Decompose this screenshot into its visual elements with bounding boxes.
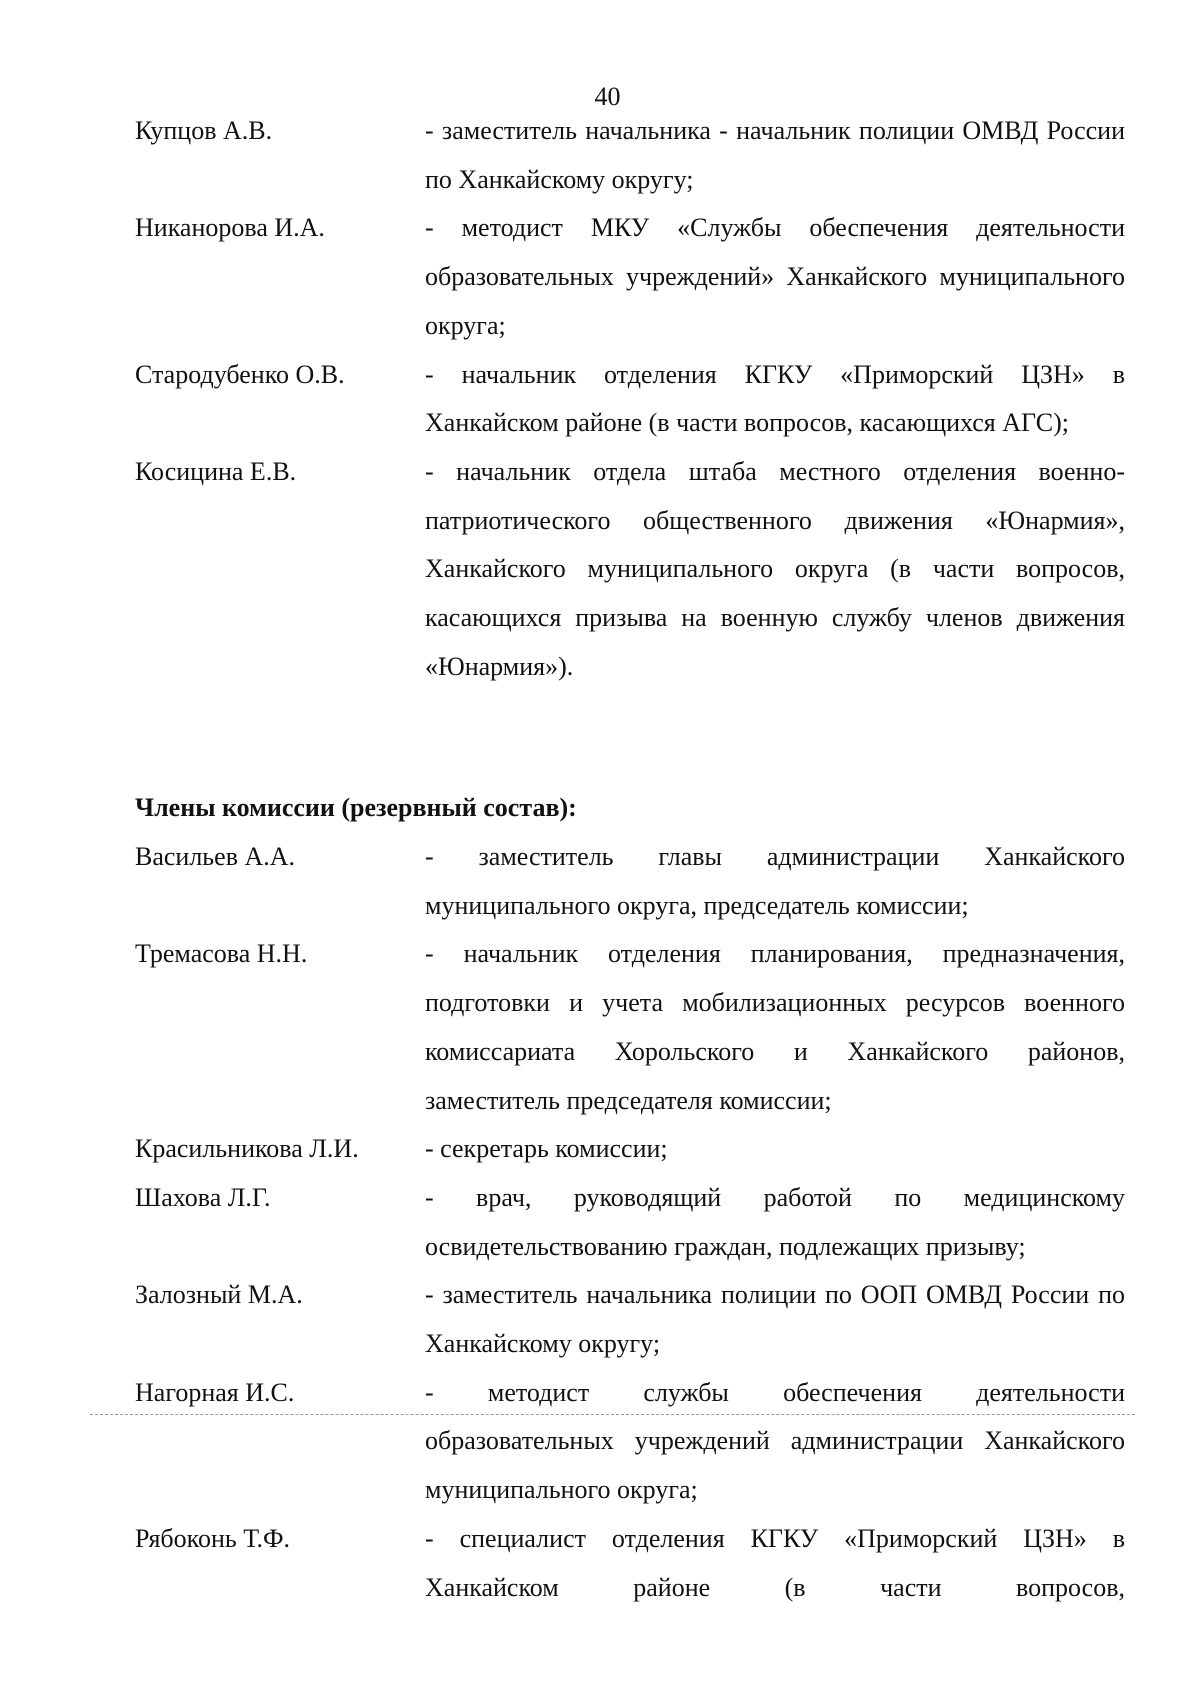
member-name: Шахова Л.Г. bbox=[135, 1182, 271, 1212]
member-name: Залозный М.А. bbox=[135, 1280, 303, 1310]
reserve-member-entry bbox=[135, 1271, 1125, 1368]
member-role: - начальник отделения планирования, предназначения, подготовки и учета мобилизационных ресурсов военного комиссариата Хорольского и Ханкайского районов, заместитель председателя комиссии; bbox=[425, 939, 1125, 1115]
member-role: - врач, руководящий работой по медицинскому освидетельствованию граждан, подлежащих призыву; bbox=[425, 1182, 1125, 1261]
member-role: - начальник отделения КГКУ «Приморский ЦЗН» в Ханкайском районе (в части вопросов, касающихся АГС); bbox=[425, 359, 1125, 438]
member-entry bbox=[135, 448, 1125, 692]
member-role: - специалист отделения КГКУ «Приморский ЦЗН» в Ханкайском районе (в части вопросов, bbox=[425, 1523, 1125, 1602]
member-name: Косицина Е.В. bbox=[135, 456, 297, 486]
reserve-member-entry bbox=[135, 1515, 1125, 1612]
member-name: Рябоконь Т.Ф. bbox=[135, 1523, 291, 1553]
member-role: - заместитель начальника - начальник полиции ОМВД России по Ханкайскому округу; bbox=[425, 116, 1125, 194]
reserve-members-list bbox=[135, 833, 1125, 1612]
reserve-member-entry bbox=[135, 1125, 1125, 1174]
member-entry bbox=[135, 107, 1125, 204]
member-role: - методист МКУ «Службы обеспечения деятельности образовательных учреждений» Ханкайского муниципального округа; bbox=[425, 213, 1125, 340]
member-role: - методист службы обеспечения деятельности образовательных учреждений администрации Ханкайского муниципального округа; bbox=[425, 1377, 1125, 1505]
member-role: - заместитель главы администрации Ханкайского муниципального округа, председатель комиссии; bbox=[425, 842, 1125, 920]
member-name: Тремасова Н.Н. bbox=[135, 939, 308, 969]
reserve-member-entry bbox=[135, 833, 1125, 930]
member-name: Стародубенко О.В. bbox=[135, 359, 345, 389]
reserve-member-entry bbox=[135, 1174, 1125, 1271]
reserve-member-entry bbox=[135, 1369, 1125, 1515]
member-name: Васильев А.А. bbox=[135, 842, 296, 871]
member-role: - заместитель начальника полиции по ООП ОМВД России по Ханкайскому округу; bbox=[425, 1280, 1125, 1359]
scan-artifact-line bbox=[90, 1414, 1135, 1415]
member-name: Купцов А.В. bbox=[135, 116, 273, 145]
member-name: Нагорная И.С. bbox=[135, 1377, 295, 1407]
member-entry bbox=[135, 204, 1125, 350]
page-number: 40 bbox=[594, 82, 621, 111]
member-entry bbox=[135, 351, 1125, 448]
main-members-list bbox=[135, 107, 1125, 691]
reserve-member-entry bbox=[135, 930, 1125, 1125]
reserve-section-heading: Члены комиссии (резервный состав): bbox=[135, 793, 577, 822]
member-name: Красильникова Л.И. bbox=[135, 1134, 359, 1164]
member-role: - секретарь комиссии; bbox=[425, 1134, 668, 1164]
member-role: - начальник отдела штаба местного отделения военно-патриотического общественного движения «Юнармия», Ханкайского муниципального округа (в части вопросов, касающихся призыва на военную службу членов движения «Юнармия»). bbox=[425, 456, 1125, 681]
member-name: Никанорова И.А. bbox=[135, 213, 325, 243]
